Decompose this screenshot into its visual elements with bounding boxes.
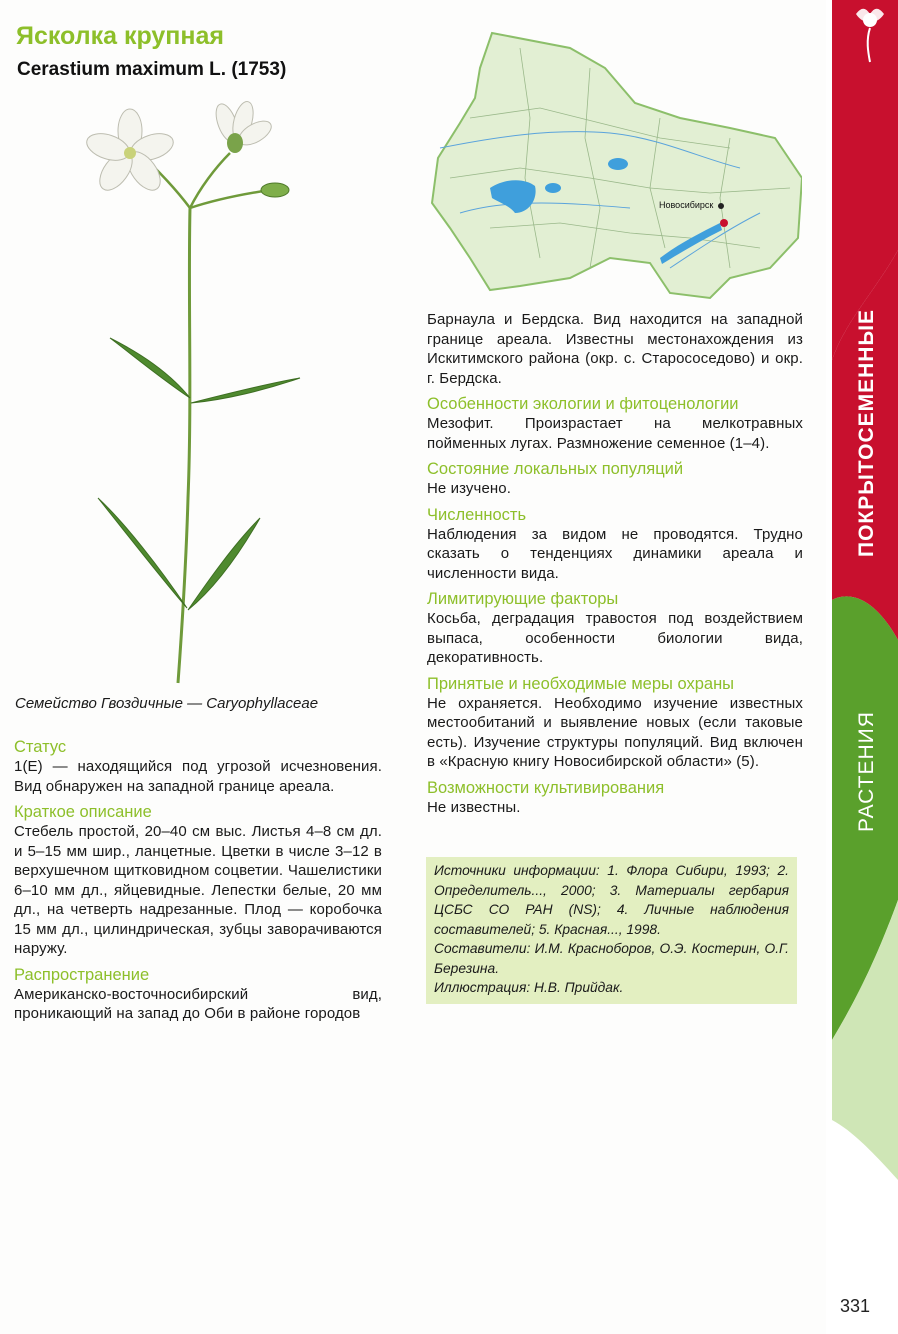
sidebar-graphic — [826, 0, 898, 1334]
section-heading: Статус — [14, 738, 67, 756]
latin-name: Cerastium maximum L. (1753) — [17, 59, 287, 80]
section-heading: Краткое описание — [14, 803, 152, 821]
section-text: 1(E) — находящийся под угрозой исчезновения. Вид обнаружен на западной границе ареала. — [14, 758, 382, 795]
section-heading: Численность — [427, 505, 527, 524]
continuation-text: Барнаула и Бердска. Вид находится на западной границе ареала. Известны местонахождения из Искитимского района (окр. с. Старососедово) и окр. г. Бердска. — [427, 311, 803, 387]
sources-info: Источники информации: 1. Флора Сибири, 1993; 2. Определитель..., 2000; 3. Материалы гербария ЦСБС СО РАН (NS); 4. Личные наблюдения составителей; 5. Красная..., 1998. — [434, 863, 789, 937]
sources-box — [426, 857, 797, 1004]
distribution-map — [430, 28, 802, 303]
right-column — [427, 310, 803, 817]
section-text: Косьба, деградация травостоя под воздействием выпаса, особенности биологии вида, декоративность. — [427, 610, 803, 666]
sidebar-label-top — [855, 467, 879, 557]
sidebar — [826, 0, 898, 1334]
section-text: Не изучено. — [427, 480, 511, 497]
species-title: Ясколка крупная — [16, 22, 224, 50]
section-text: Наблюдения за видом не проводятся. Трудно сказать о тенденциях динамики ареала и численности вида. — [427, 525, 803, 582]
sidebar-label-bottom: РАСТЕНИЯ — [855, 711, 878, 832]
city-label: Новосибирск — [659, 200, 714, 210]
left-column — [14, 731, 382, 1024]
section-text: Не известны. — [427, 798, 521, 816]
section-heading: Состояние локальных популяций — [427, 460, 684, 478]
sources-authors: Составители: И.М. Красноборов, О.Э. Костерин, О.Г. Березина. — [434, 941, 789, 976]
section-heading: Распространение — [14, 965, 150, 984]
family-caption: Семейство Гвоздичные — Caryophyllaceae — [15, 695, 319, 712]
section-heading: Особенности экологии и фитоценологии — [427, 395, 739, 413]
section-heading: Принятые и необходимые меры охраны — [427, 674, 735, 693]
section-heading: Лимитирующие факторы — [427, 590, 619, 608]
plant-illustration — [70, 98, 330, 688]
section-heading: Возможности культивирования — [427, 778, 665, 797]
section-text: Стебель простой, 20–40 см выс. Листья 4–8 см дл. и 5–15 мм шир., ланцетные. Цветки в числе 3–12 в верхушечном щитковидном соцветии. Чашелистики 6–10 мм дл., яйцевидные. Лепестки белые, 20 мм дл., на четверть надрезанные. Плод — коробочка 15 мм дл., цилиндрическая, зубцы заворачиваются наружу. — [14, 823, 382, 957]
sources-illustrator: Иллюстрация: Н.В. Прийдак. — [434, 980, 624, 995]
section-text: Не охраняется. Необходимо изучение известных местообитаний и выявление новых (если таковые есть). Изучение структуры популяций. Вид включен в «Красную книгу Новосибирской области» (5). — [427, 694, 803, 770]
page-number: 331 — [840, 1296, 871, 1316]
section-text: Американско-восточносибирский вид, проникающий на запад до Оби в районе городов — [14, 985, 382, 1022]
section-text: Мезофит. Произрастает на мелкотравных пойменных лугах. Размножение семенное (1–4). — [427, 415, 803, 452]
